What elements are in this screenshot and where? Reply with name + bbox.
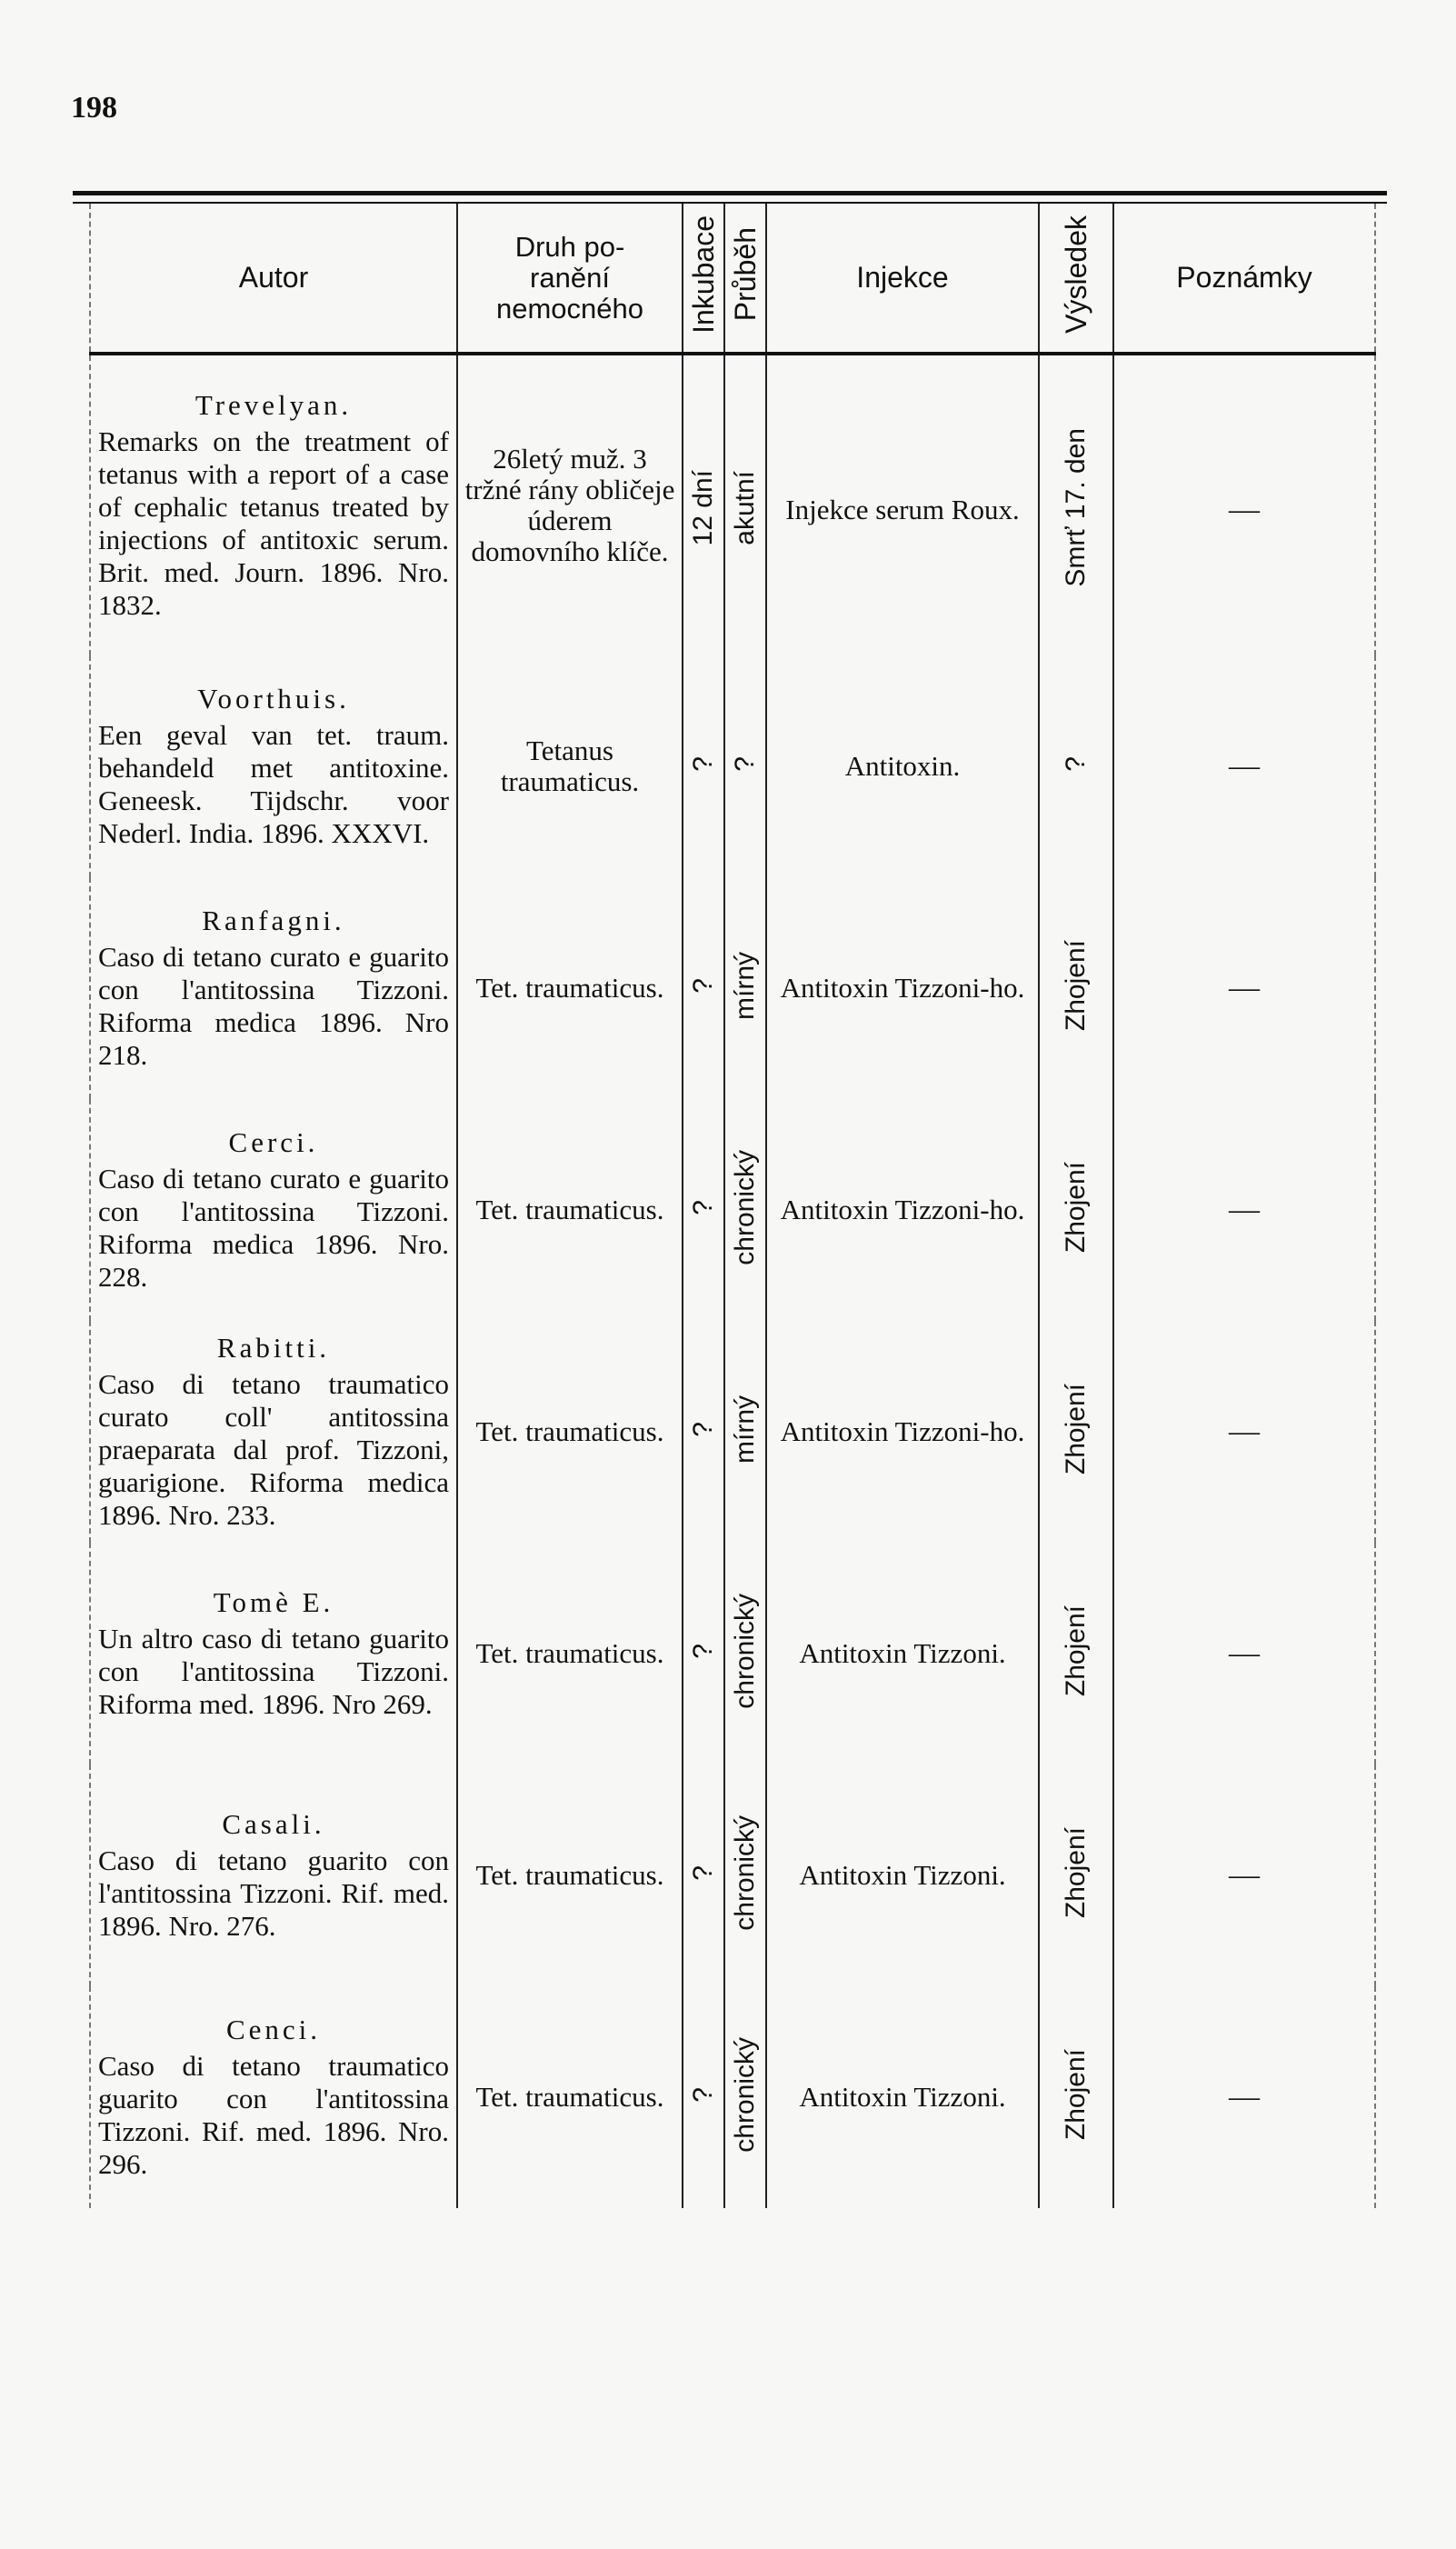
injection-cell: Antitoxin Tizzoni. [766, 1986, 1039, 2208]
table-row [90, 1764, 1375, 1986]
author-cell [90, 1543, 457, 1764]
result-cell [1039, 1099, 1113, 1321]
incubation-cell [683, 1321, 724, 1543]
result-value: Zhojení [1061, 1605, 1091, 1697]
result-value: Smrť 17. den [1061, 428, 1091, 587]
injury-cell: Tet. traumaticus. [457, 1986, 683, 2208]
table-row [90, 1543, 1375, 1764]
incubation-value: ? [688, 1644, 718, 1659]
course-value: mírný [730, 1395, 760, 1464]
incubation-value: ? [688, 2087, 718, 2103]
author-name: Rabitti. [216, 1332, 331, 1364]
result-value: Zhojení [1061, 1162, 1091, 1254]
table-row [90, 1321, 1375, 1543]
result-cell [1039, 877, 1113, 1099]
author-name: Casali. [222, 1808, 325, 1840]
notes-cell: — [1113, 354, 1375, 655]
author-reference: Caso di tetano curato e guarito con l'antitossina Tizzoni. Riforma medica 1896. Nro. 228. [98, 1163, 449, 1293]
author-reference: Un altro caso di tetano guarito con l'antitossina Tizzoni. Riforma med. 1896. Nro 269. [98, 1623, 449, 1720]
author-name: Tomè E. [213, 1586, 334, 1618]
header-notes: Poznámky [1113, 204, 1375, 354]
course-cell [724, 354, 766, 655]
incubation-cell [683, 1986, 724, 2208]
header-injection: Injekce [766, 204, 1039, 354]
header-incubation [683, 204, 724, 354]
author-reference: Caso di tetano traumatico guarito con l'antitossina Tizzoni. Rif. med. 1896. Nro. 296. [98, 2050, 449, 2180]
course-value: ? [730, 756, 760, 772]
incubation-value: ? [688, 756, 718, 772]
header-injury-text: Druh po- ranění nemocného [495, 230, 643, 325]
author-cell [90, 1986, 457, 2208]
result-cell [1039, 1986, 1113, 2208]
author-name: Ranfagni. [202, 905, 345, 936]
injection-cell: Antitoxin Tizzoni-ho. [766, 1321, 1039, 1543]
result-cell [1039, 1764, 1113, 1986]
header-result [1039, 204, 1113, 354]
incubation-cell [683, 1099, 724, 1321]
result-cell [1039, 354, 1113, 655]
table-row [90, 877, 1375, 1099]
top-rule [73, 191, 1387, 195]
injection-cell: Injekce serum Roux. [766, 354, 1039, 655]
notes-cell: — [1113, 1099, 1375, 1321]
course-value: chronický [730, 1594, 760, 1709]
table-body [90, 354, 1375, 2208]
course-value: chronický [730, 1815, 760, 1931]
injection-cell: Antitoxin Tizzoni-ho. [766, 1099, 1039, 1321]
result-value: Zhojení [1061, 1384, 1091, 1475]
injury-cell: Tet. traumaticus. [457, 1543, 683, 1764]
injury-cell: Tet. traumaticus. [457, 877, 683, 1099]
course-cell [724, 1986, 766, 2208]
author-reference: Caso di tetano traumatico curato coll' antitossina praeparata dal prof. Tizzoni, guarigione. Riforma medica 1896. Nro. 233. [98, 1368, 449, 1531]
incubation-cell [683, 354, 724, 655]
injury-cell: Tet. traumaticus. [457, 1321, 683, 1543]
injury-cell: Tet. traumaticus. [457, 1764, 683, 1986]
result-cell [1039, 655, 1113, 877]
course-cell [724, 1321, 766, 1543]
injection-cell: Antitoxin Tizzoni. [766, 1543, 1039, 1764]
incubation-cell [683, 877, 724, 1099]
incubation-value: ? [688, 1200, 718, 1215]
header-author: Autor [90, 204, 457, 354]
author-reference: Caso di tetano guarito con l'antitossina Tizzoni. Rif. med. 1896. Nro. 276. [98, 1844, 449, 1942]
notes-cell: — [1113, 1764, 1375, 1986]
author-name: Trevelyan. [194, 389, 353, 421]
author-cell [90, 1321, 457, 1543]
notes-cell: — [1113, 1543, 1375, 1764]
incubation-value: ? [688, 978, 718, 994]
table-row [90, 655, 1375, 877]
author-reference: Een geval van tet. traum. behandeld met antitoxine. Geneesk. Tijdschr. voor Nederl. India. 1896. XXXVI. [98, 719, 449, 849]
course-value: chronický [730, 2037, 760, 2153]
author-name: Cerci. [228, 1126, 319, 1158]
injury-cell: 26letý muž. 3 tržné rány obličeje úderem domovního klíče. [457, 354, 683, 655]
incubation-value: ? [688, 1865, 718, 1881]
header-row [90, 204, 1375, 354]
result-cell [1039, 1543, 1113, 1764]
author-name: Voorthuis. [197, 683, 350, 715]
course-cell [724, 1764, 766, 1986]
incubation-cell [683, 1543, 724, 1764]
incubation-value: ? [688, 1422, 718, 1437]
header-course-text: Průběh [728, 226, 762, 322]
incubation-value: 12 dní [688, 469, 718, 546]
result-value: Zhojení [1061, 1827, 1091, 1919]
notes-cell: — [1113, 1986, 1375, 2208]
injury-cell: Tetanus traumaticus. [457, 655, 683, 877]
author-cell [90, 877, 457, 1099]
result-value: Zhojení [1061, 940, 1091, 1032]
result-value: Zhojení [1061, 2049, 1091, 2141]
injection-cell: Antitoxin. [766, 655, 1039, 877]
author-name: Cenci. [225, 2014, 322, 2045]
author-reference: Remarks on the treatment of tetanus with a report of a case of cephalic tetanus treated by injections of antitoxic serum. Brit. med. Journ. 1896. Nro. 1832. [98, 425, 449, 621]
incubation-cell [683, 655, 724, 877]
author-cell [90, 1764, 457, 1986]
course-cell [724, 655, 766, 877]
notes-cell: — [1113, 655, 1375, 877]
header-injury [457, 204, 683, 354]
author-cell [90, 354, 457, 655]
course-cell [724, 1099, 766, 1321]
incubation-cell [683, 1764, 724, 1986]
injection-cell: Antitoxin Tizzoni-ho. [766, 877, 1039, 1099]
notes-cell: — [1113, 877, 1375, 1099]
author-reference: Caso di tetano curato e guarito con l'antitossina Tizzoni. Riforma medica 1896. Nro 218. [98, 941, 449, 1071]
notes-cell: — [1113, 1321, 1375, 1543]
course-value: akutní [730, 470, 760, 545]
injection-cell: Antitoxin Tizzoni. [766, 1764, 1039, 1986]
header-incubation-text: Inkubace [686, 215, 720, 334]
header-course [724, 204, 766, 354]
injury-cell: Tet. traumaticus. [457, 1099, 683, 1321]
author-cell [90, 655, 457, 877]
course-value: chronický [730, 1150, 760, 1265]
course-cell [724, 1543, 766, 1764]
table-row [90, 1986, 1375, 2208]
page-number: 198 [71, 91, 117, 125]
course-value: mírný [730, 952, 760, 1020]
course-cell [724, 877, 766, 1099]
table-row [90, 354, 1375, 655]
result-value: ? [1061, 756, 1091, 772]
case-table [89, 204, 1376, 2208]
author-cell [90, 1099, 457, 1321]
result-cell [1039, 1321, 1113, 1543]
table-row [90, 1099, 1375, 1321]
header-result-text: Výsledek [1059, 215, 1092, 334]
